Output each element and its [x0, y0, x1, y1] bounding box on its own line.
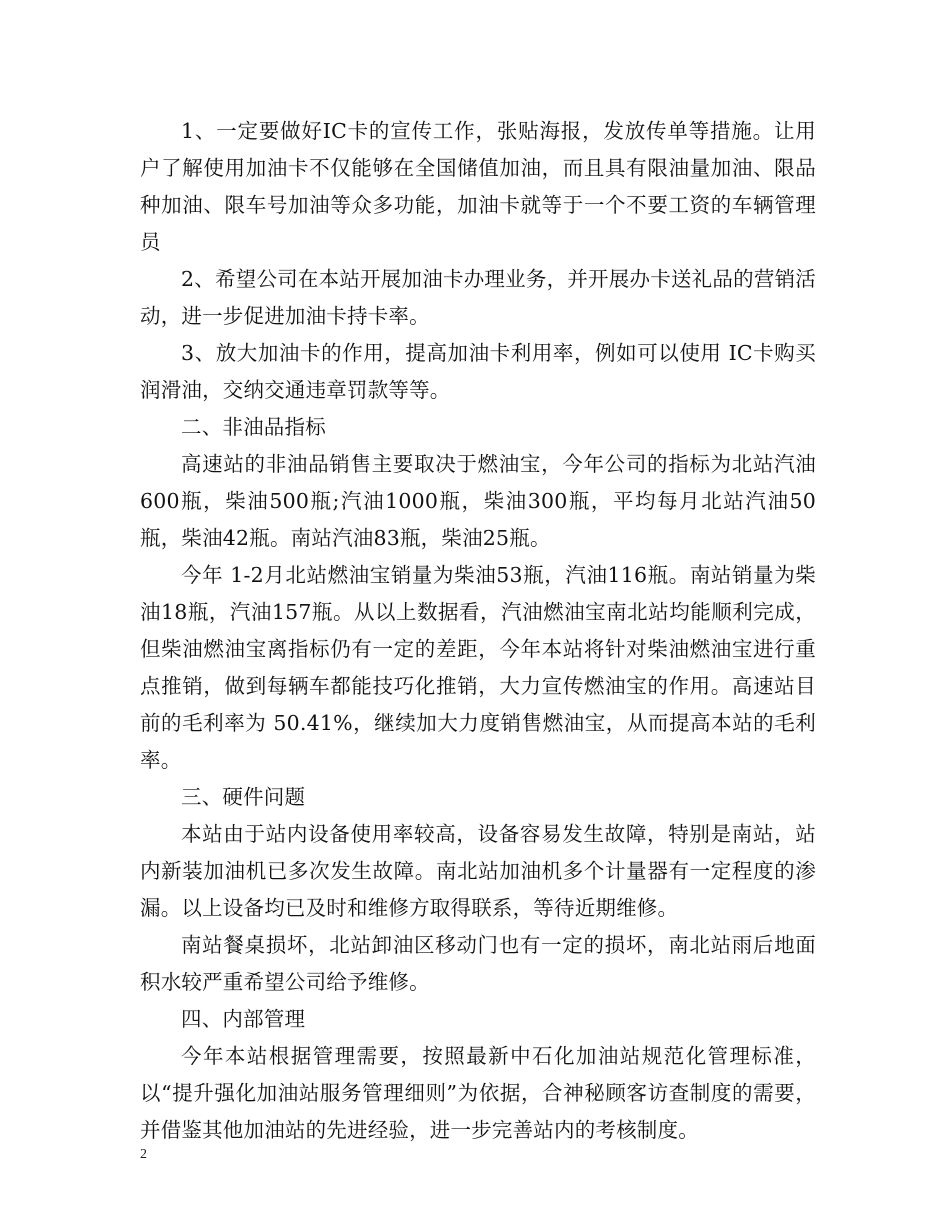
document-body	[140, 113, 816, 1149]
paragraph-non-oil-targets: 高速站的非油品销售主要取决于燃油宝，今年公司的指标为北站汽油600瓶，柴油500瓶;汽油1000瓶，柴油300瓶，平均每月北站汽油50瓶，柴油42瓶。南站汽油83瓶，柴油25瓶。	[140, 452, 816, 550]
paragraph-card-usage: 3、放大加油卡的作用，提高加油卡利用率，例如可以使用 IC卡购买润滑油，交纳交通违章罚款等等。	[140, 341, 816, 402]
page-number: 2	[140, 1147, 147, 1162]
paragraph-repair-request: 南站餐桌损坏，北站卸油区移动门也有一定的损坏，南北站雨后地面积水较严重希望公司给予维修。	[140, 933, 816, 994]
section-heading-hardware: 三、硬件问题	[181, 785, 306, 809]
paragraph-management-standards: 今年本站根据管理需要，按照最新中石化加油站规范化管理标准，以“提升强化加油站服务管理细则”为依据，合神秘顾客访查制度的需要，并借鉴其他加油站的先进经验，进一步完善站内的考核制度。	[140, 1044, 816, 1142]
section-heading-non-oil: 二、非油品指标	[181, 415, 326, 439]
section-heading-internal-management: 四、内部管理	[181, 1007, 306, 1031]
paragraph-card-business: 2、希望公司在本站开展加油卡办理业务，并开展办卡送礼品的营销活动，进一步促进加油卡持卡率。	[140, 267, 816, 328]
paragraph-equipment-faults: 本站由于站内设备使用率较高，设备容易发生故障，特别是南站，站内新装加油机已多次发生故障。南北站加油机多个计量器有一定程度的渗漏。以上设备均已及时和维修方取得联系，等待近期维修。	[140, 822, 816, 920]
paragraph-sales-analysis: 今年 1-2月北站燃油宝销量为柴油53瓶，汽油116瓶。南站销量为柴油18瓶，汽油157瓶。从以上数据看，汽油燃油宝南北站均能顺利完成，但柴油燃油宝离指标仍有一定的差距，今年本站将针对柴油燃油宝进行重点推销，做到每辆车都能技巧化推销，大力宣传燃油宝的作用。高速站目前的毛利率为 50.41%，继续加大力度销售燃油宝，从而提高本站的毛利率。	[140, 563, 816, 772]
paragraph-ic-card-promotion: 1、一定要做好IC卡的宣传工作，张贴海报，发放传单等措施。让用户了解使用加油卡不仅能够在全国储值加油，而且具有限油量加油、限品种加油、限车号加油等众多功能，加油卡就等于一个不要工资的车辆管理员	[140, 119, 816, 254]
